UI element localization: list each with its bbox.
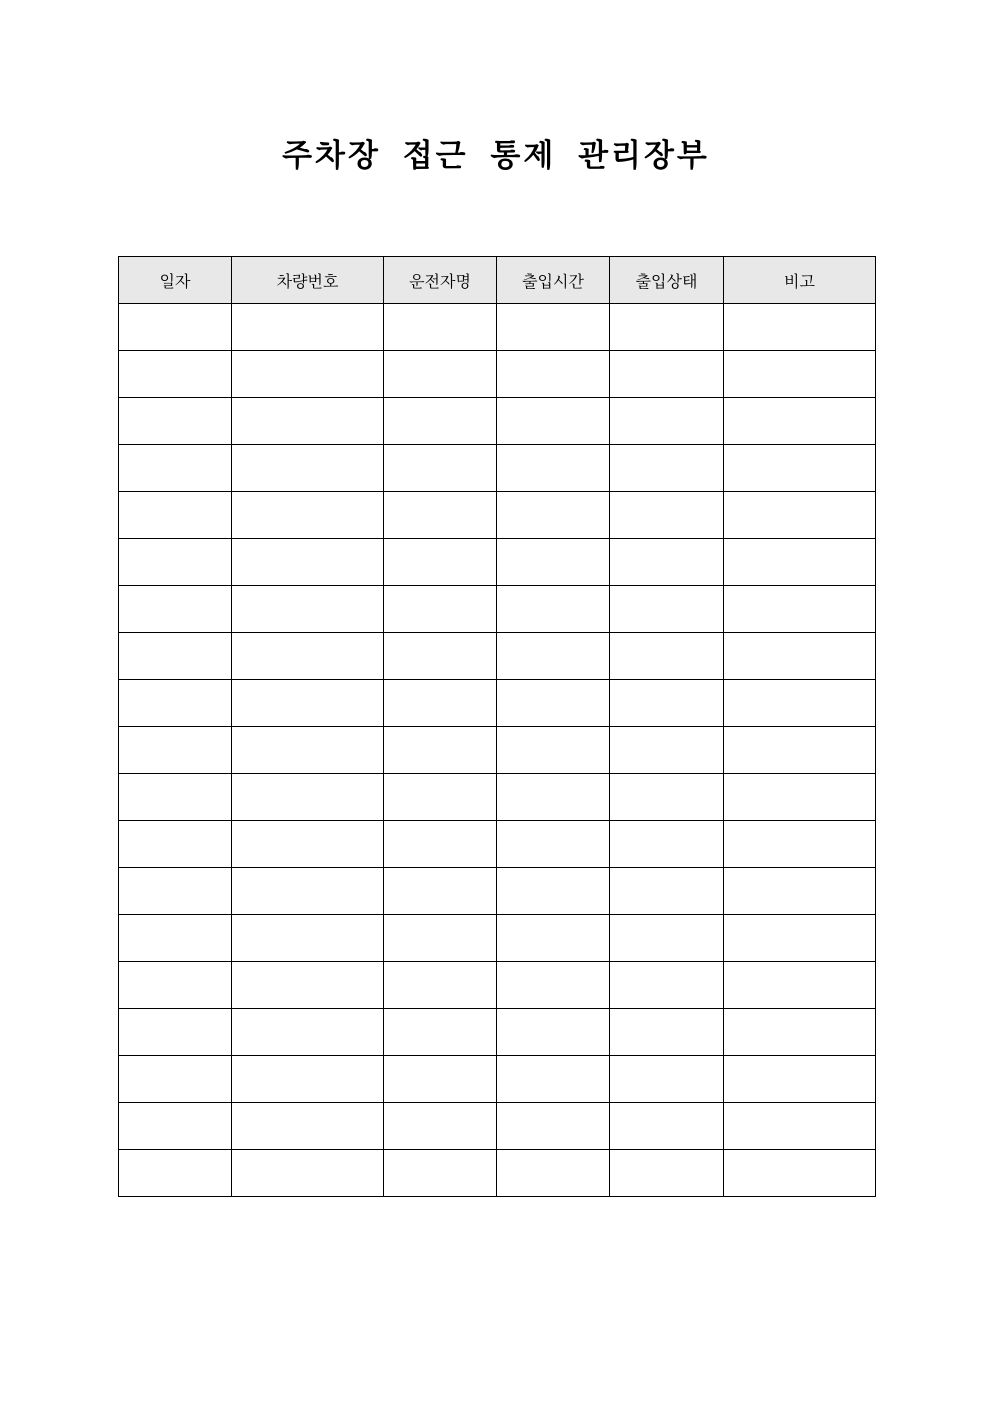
table-cell-vehicle-number[interactable] (232, 821, 384, 868)
table-cell-driver-name[interactable] (384, 821, 497, 868)
table-cell-entry-status[interactable] (610, 727, 724, 774)
table-row (119, 915, 876, 962)
table-cell-vehicle-number[interactable] (232, 1103, 384, 1150)
table-cell-date[interactable] (119, 633, 232, 680)
table-cell-remarks[interactable] (724, 1103, 876, 1150)
table-cell-date[interactable] (119, 1103, 232, 1150)
table-cell-remarks[interactable] (724, 351, 876, 398)
table-cell-date[interactable] (119, 492, 232, 539)
table-cell-vehicle-number[interactable] (232, 304, 384, 351)
table-cell-vehicle-number[interactable] (232, 680, 384, 727)
table-row (119, 821, 876, 868)
table-cell-vehicle-number[interactable] (232, 962, 384, 1009)
table-cell-date[interactable] (119, 962, 232, 1009)
table-cell-remarks[interactable] (724, 1009, 876, 1056)
table-row (119, 774, 876, 821)
table-cell-remarks[interactable] (724, 868, 876, 915)
table-cell-vehicle-number[interactable] (232, 774, 384, 821)
table-cell-entry-time[interactable] (497, 727, 610, 774)
table-cell-entry-status[interactable] (610, 915, 724, 962)
table-cell-date[interactable] (119, 586, 232, 633)
table-cell-entry-status[interactable] (610, 492, 724, 539)
table-cell-entry-status[interactable] (610, 868, 724, 915)
table-cell-date[interactable] (119, 1056, 232, 1103)
table-row (119, 1009, 876, 1056)
table-cell-entry-time[interactable] (497, 915, 610, 962)
table-cell-entry-status[interactable] (610, 633, 724, 680)
table-cell-entry-time[interactable] (497, 539, 610, 586)
table-cell-entry-status[interactable] (610, 680, 724, 727)
table-cell-entry-status[interactable] (610, 1103, 724, 1150)
table-cell-entry-time[interactable] (497, 821, 610, 868)
table-cell-entry-status[interactable] (610, 1056, 724, 1103)
table-row (119, 539, 876, 586)
table-cell-remarks[interactable] (724, 445, 876, 492)
table-cell-entry-time[interactable] (497, 633, 610, 680)
table-row (119, 962, 876, 1009)
table-cell-driver-name[interactable] (384, 774, 497, 821)
table-cell-driver-name[interactable] (384, 539, 497, 586)
table-cell-driver-name[interactable] (384, 445, 497, 492)
table-cell-remarks[interactable] (724, 586, 876, 633)
column-header-date: 일자 (119, 257, 232, 304)
table-cell-entry-time[interactable] (497, 1009, 610, 1056)
table-cell-driver-name[interactable] (384, 633, 497, 680)
table-cell-remarks[interactable] (724, 1150, 876, 1197)
table-cell-vehicle-number[interactable] (232, 1150, 384, 1197)
table-cell-driver-name[interactable] (384, 398, 497, 445)
table-cell-driver-name[interactable] (384, 351, 497, 398)
table-cell-vehicle-number[interactable] (232, 539, 384, 586)
table-cell-entry-status[interactable] (610, 539, 724, 586)
table-cell-driver-name[interactable] (384, 492, 497, 539)
table-cell-entry-time[interactable] (497, 774, 610, 821)
table-cell-remarks[interactable] (724, 962, 876, 1009)
table-cell-date[interactable] (119, 821, 232, 868)
table-cell-entry-time[interactable] (497, 680, 610, 727)
table-cell-entry-time[interactable] (497, 586, 610, 633)
table-cell-vehicle-number[interactable] (232, 727, 384, 774)
table-cell-date[interactable] (119, 1009, 232, 1056)
table-cell-remarks[interactable] (724, 304, 876, 351)
table-cell-driver-name[interactable] (384, 1056, 497, 1103)
table-row (119, 351, 876, 398)
table-cell-entry-time[interactable] (497, 304, 610, 351)
table-row (119, 492, 876, 539)
table-cell-vehicle-number[interactable] (232, 1056, 384, 1103)
table-cell-vehicle-number[interactable] (232, 633, 384, 680)
table-cell-driver-name[interactable] (384, 962, 497, 1009)
table-cell-driver-name[interactable] (384, 1103, 497, 1150)
table-cell-entry-status[interactable] (610, 1009, 724, 1056)
table-cell-date[interactable] (119, 1150, 232, 1197)
table-cell-entry-status[interactable] (610, 586, 724, 633)
table-cell-vehicle-number[interactable] (232, 492, 384, 539)
table-cell-driver-name[interactable] (384, 680, 497, 727)
table-cell-entry-status[interactable] (610, 351, 724, 398)
table-cell-remarks[interactable] (724, 633, 876, 680)
table-row (119, 398, 876, 445)
table-cell-driver-name[interactable] (384, 1150, 497, 1197)
table-cell-date[interactable] (119, 868, 232, 915)
table-cell-vehicle-number[interactable] (232, 586, 384, 633)
table-cell-remarks[interactable] (724, 1056, 876, 1103)
table-row (119, 445, 876, 492)
table-cell-remarks[interactable] (724, 539, 876, 586)
table-cell-entry-time[interactable] (497, 962, 610, 1009)
table-header-row (119, 257, 876, 304)
document-title: 주차장 접근 통제 관리장부 (282, 138, 710, 174)
table-cell-entry-time[interactable] (497, 1150, 610, 1197)
table-cell-date[interactable] (119, 351, 232, 398)
table-cell-remarks[interactable] (724, 398, 876, 445)
column-header-remarks: 비고 (724, 257, 876, 304)
table-cell-remarks[interactable] (724, 727, 876, 774)
table-row (119, 680, 876, 727)
table-row (119, 1056, 876, 1103)
column-header-entry-status: 출입상태 (610, 257, 724, 304)
table-row (119, 868, 876, 915)
table-cell-entry-status[interactable] (610, 445, 724, 492)
table-cell-driver-name[interactable] (384, 1009, 497, 1056)
table-cell-vehicle-number[interactable] (232, 1009, 384, 1056)
table-cell-date[interactable] (119, 680, 232, 727)
table-cell-date[interactable] (119, 539, 232, 586)
table-row (119, 304, 876, 351)
table-row (119, 1150, 876, 1197)
table-cell-date[interactable] (119, 727, 232, 774)
table-row (119, 727, 876, 774)
table-cell-entry-time[interactable] (497, 445, 610, 492)
parking-access-log-table (118, 256, 876, 1197)
table-cell-vehicle-number[interactable] (232, 445, 384, 492)
table-cell-entry-status[interactable] (610, 774, 724, 821)
table-cell-entry-status[interactable] (610, 821, 724, 868)
table-cell-remarks[interactable] (724, 492, 876, 539)
table-cell-entry-time[interactable] (497, 398, 610, 445)
table-cell-vehicle-number[interactable] (232, 868, 384, 915)
table-cell-remarks[interactable] (724, 680, 876, 727)
table-cell-date[interactable] (119, 445, 232, 492)
table-cell-driver-name[interactable] (384, 915, 497, 962)
table-cell-entry-status[interactable] (610, 962, 724, 1009)
column-header-vehicle-number: 차량번호 (232, 257, 384, 304)
table-cell-vehicle-number[interactable] (232, 351, 384, 398)
table-cell-entry-time[interactable] (497, 1103, 610, 1150)
table-cell-entry-status[interactable] (610, 1150, 724, 1197)
table-cell-vehicle-number[interactable] (232, 398, 384, 445)
table-cell-driver-name[interactable] (384, 586, 497, 633)
table-row (119, 1103, 876, 1150)
table-cell-remarks[interactable] (724, 821, 876, 868)
table-cell-date[interactable] (119, 915, 232, 962)
table-cell-remarks[interactable] (724, 774, 876, 821)
table-body (119, 304, 876, 1197)
column-header-driver-name: 운전자명 (384, 257, 497, 304)
table-cell-date[interactable] (119, 398, 232, 445)
table-row (119, 586, 876, 633)
table-cell-driver-name[interactable] (384, 868, 497, 915)
table-cell-date[interactable] (119, 774, 232, 821)
table-cell-entry-status[interactable] (610, 304, 724, 351)
table-cell-entry-time[interactable] (497, 351, 610, 398)
table-cell-entry-time[interactable] (497, 492, 610, 539)
table-row (119, 633, 876, 680)
table-cell-entry-time[interactable] (497, 868, 610, 915)
column-header-entry-time: 출입시간 (497, 257, 610, 304)
table-cell-entry-status[interactable] (610, 398, 724, 445)
table-cell-entry-time[interactable] (497, 1056, 610, 1103)
table-cell-driver-name[interactable] (384, 304, 497, 351)
table-cell-remarks[interactable] (724, 915, 876, 962)
table-cell-date[interactable] (119, 304, 232, 351)
table-cell-vehicle-number[interactable] (232, 915, 384, 962)
table-cell-driver-name[interactable] (384, 727, 497, 774)
